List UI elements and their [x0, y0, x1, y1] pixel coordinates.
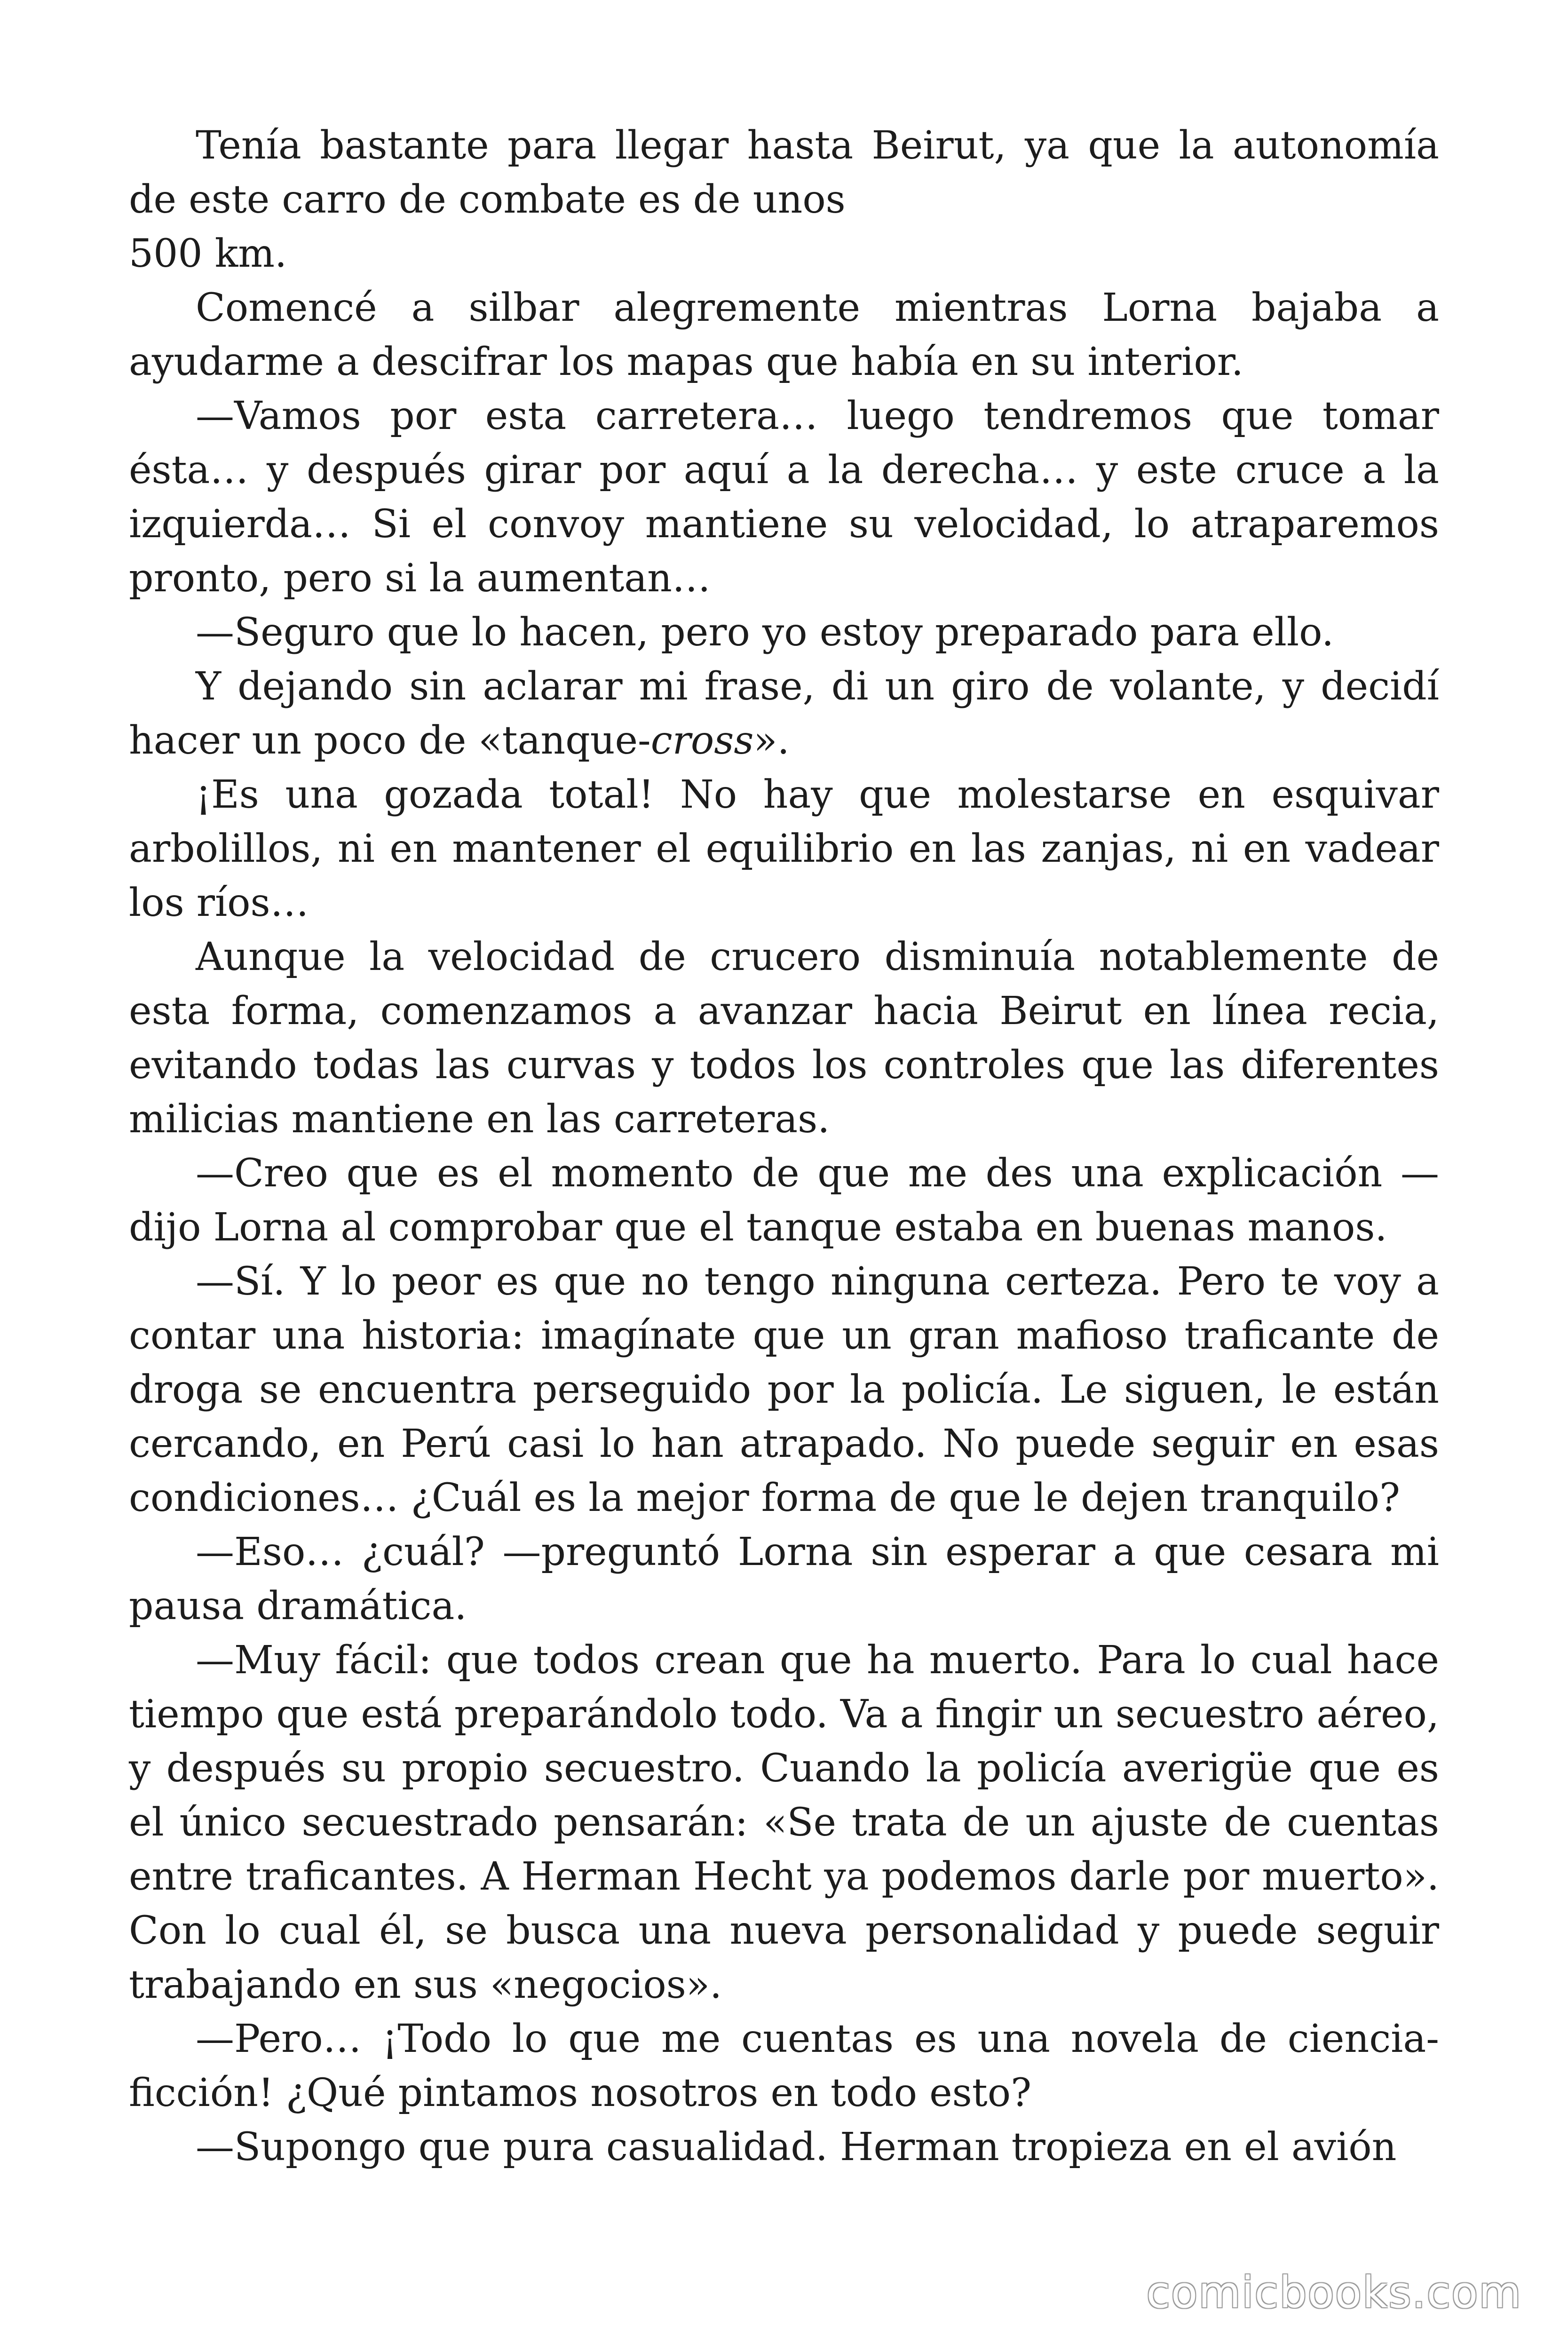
paragraph-5-text: Y dejando sin aclarar mi frase, di un giro de volante, y decidí hacer un poco de «tanque-: [129, 664, 1439, 763]
paragraph-7: Aunque la velocidad de crucero disminuía notablemente de esta forma, comenzamos a avanzar hacia Beirut en línea recia, evitando todas las curvas y todos los controles que las diferentes milicias mantiene en las carreteras.: [129, 935, 1439, 1142]
paragraph-1-line-1: Tenía bastante para llegar hasta Beirut, ya que la autonomía de este carro de combate es de unos: [129, 123, 1439, 222]
paragraph-8: —Creo que es el momento de que me des una explicación —dijo Lorna al comprobar que el tanque estaba en buenas manos.: [129, 1151, 1439, 1250]
paragraph-6: ¡Es una gozada total! No hay que molestarse en esquivar arbolillos, ni en mantener el equilibrio en las zanjas, ni en vadear los ríos…: [129, 772, 1439, 925]
paragraph-13: —Supongo que pura casualidad. Herman tropieza en el avión: [196, 2125, 1397, 2169]
paragraph-4: —Seguro que lo hacen, pero yo estoy preparado para ello.: [196, 610, 1334, 655]
paragraph-12: —Pero… ¡Todo lo que me cuentas es una novela de ciencia-ficción! ¿Qué pintamos nosotros en todo esto?: [129, 2017, 1439, 2115]
paragraph-11: —Muy fácil: que todos crean que ha muerto. Para lo cual hace tiempo que está preparándolo todo. Va a fingir un secuestro aéreo, y después su propio secuestro. Cuando la policía averigüe que es el único secuestrado pensarán: «Se trata de un ajuste de cuentas entre traficantes. A Herman Hecht ya podemos darle por muerto». Con lo cual él, se busca una nueva personalidad y puede seguir trabajando en sus «negocios».: [129, 1638, 1439, 2007]
paragraph-9: —Sí. Y lo peor es que no tengo ninguna certeza. Pero te voy a contar una historia: imagínate que un gran mafioso traficante de droga se encuentra perseguido por la policía. Le siguen, le están cercando, en Perú casi lo han atrapado. No puede seguir en esas condiciones… ¿Cuál es la mejor forma de que le dejen tranquilo?: [129, 1259, 1439, 1520]
paragraph-1-line-2: 500 km.: [129, 231, 287, 276]
paragraph-1: [129, 119, 1439, 281]
page-body: [129, 119, 1439, 2174]
paragraph-3: —Vamos por esta carretera… luego tendremos que tomar ésta… y después girar por aquí a la derecha… y este cruce a la izquierda… Si el convoy mantiene su velocidad, lo atraparemos pronto, pero si la aumentan…: [129, 394, 1439, 601]
paragraph-2: Comencé a silbar alegremente mientras Lorna bajaba a ayudarme a descifrar los mapas que había en su interior.: [129, 286, 1439, 384]
paragraph-5-closing: ».: [753, 718, 790, 763]
watermark: comicbooks.com: [1146, 2267, 1522, 2318]
paragraph-5: [129, 660, 1439, 768]
paragraph-10: —Eso… ¿cuál? —preguntó Lorna sin esperar a que cesara mi pausa dramática.: [129, 1530, 1439, 1629]
paragraph-5-italic-word: cross: [650, 718, 754, 763]
